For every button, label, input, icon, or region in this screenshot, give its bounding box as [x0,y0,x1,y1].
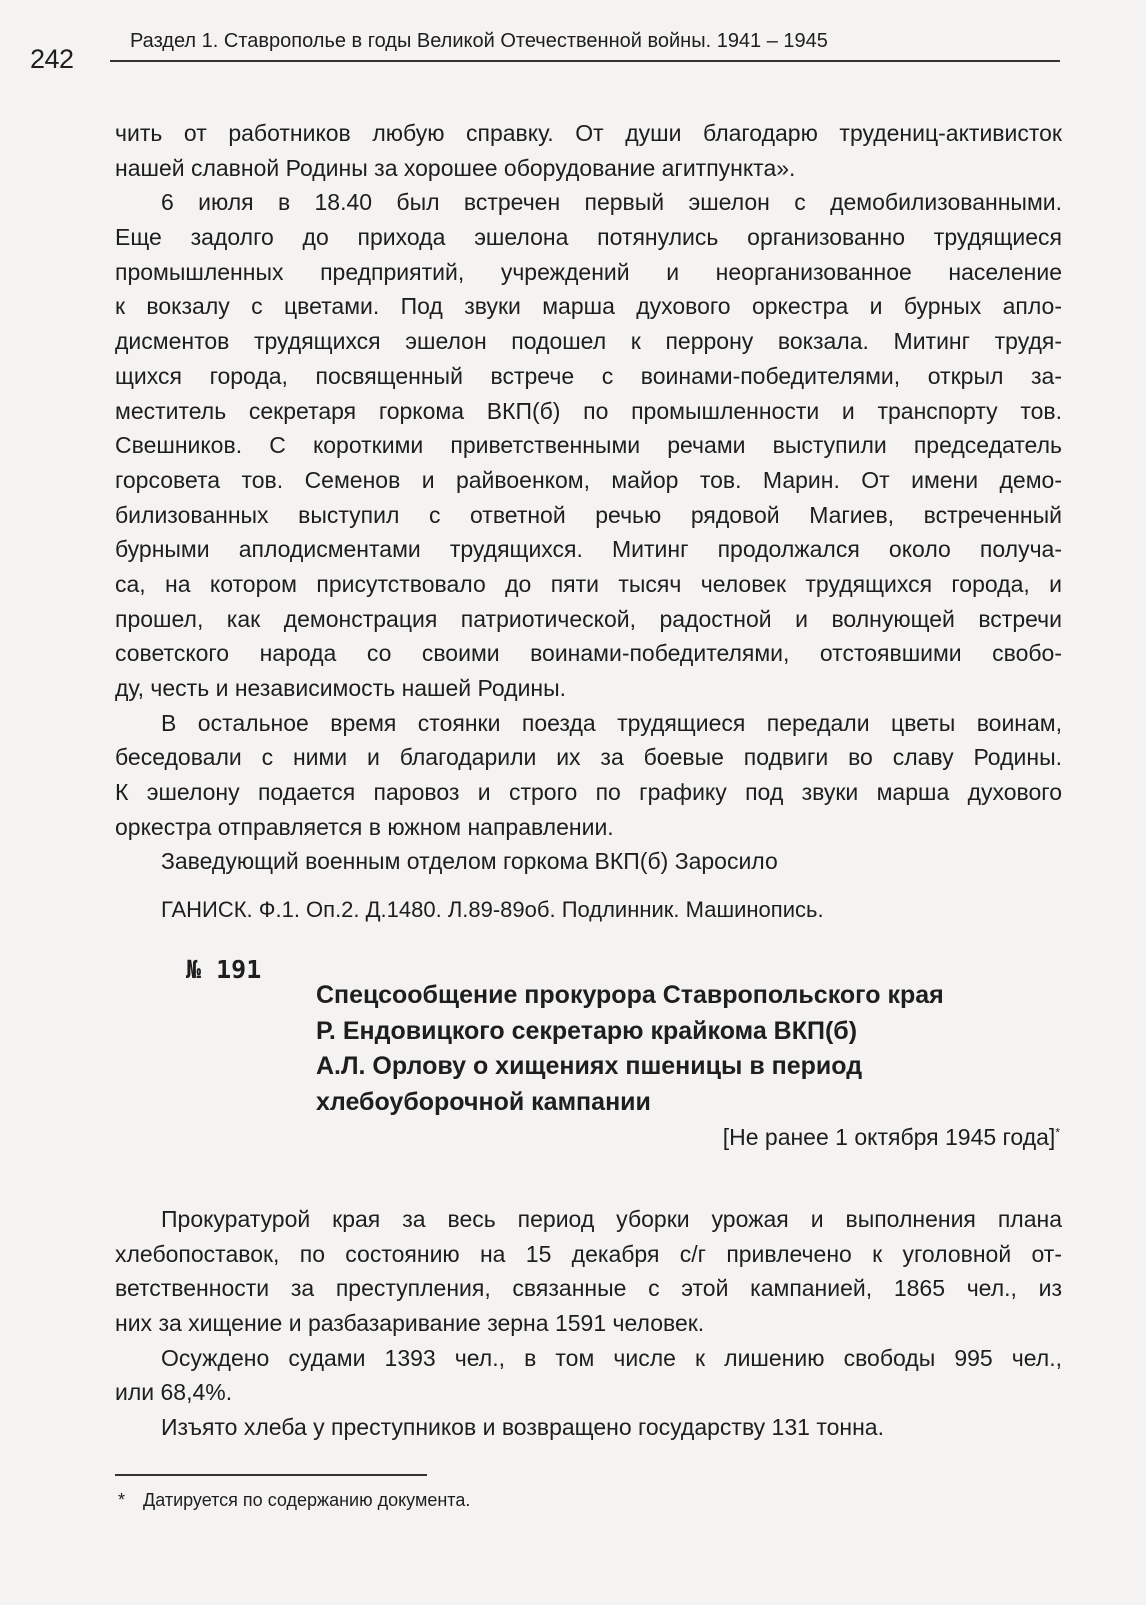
date-text: [Не ранее 1 октября 1945 года] [722,1124,1056,1150]
body-text-part2 [115,1202,1062,1445]
text-line: В остальное время стоянки поезда трудящиеся передали цветы воинам, [161,709,1062,736]
text-line: промышленных предприятий, учреждений и неорганизованное население [115,258,1062,285]
text-line: дисментов трудящихся эшелон подошел к перрону вокзала. Митинг трудя- [115,328,1062,355]
footnote-rule [115,1474,427,1476]
text-line: бурными аплодисментами трудящихся. Митинг продолжался около получа- [115,536,1062,563]
text-line: са, на котором присутствовало до пяти тысяч человек трудящихся города, и [115,570,1062,597]
text-line: Свешников. С короткими приветственными речами выступили председатель [115,432,1062,459]
header-rule [110,60,1060,62]
text-line: меститель секретаря горкома ВКП(б) по промышленности и транспорту тов. [115,397,1062,424]
text-line: ду, честь и независимость нашей Родины. [115,675,567,701]
text-line: них за хищение и разбазаривание зерна 1591 человек. [115,1310,705,1337]
footnote-ref: * [1055,1125,1060,1140]
text-line: 6 июля в 18.40 был встречен первый эшелон с демобилизованными. [161,189,1062,216]
text-line: билизованных выступил с ответной речью рядовой Магиев, встреченный [115,501,1062,528]
text-line: или 68,4%. [115,1379,233,1406]
text-line: беседовали с ними и благодарили их за боевые подвиги во славу Родины. [115,744,1062,771]
document-number: № 191 [186,955,262,984]
body-text-part1 [115,116,1062,879]
footnote [118,1490,470,1511]
text-line: оркестра отправляется в южном направлении. [115,813,614,840]
text-line: к вокзалу с цветами. Под звуки марша духового оркестра и бурных апло- [115,293,1062,320]
text-line: Еще задолго до прихода эшелона потянулись организованно трудящиеся [115,224,1062,251]
title-line: А.Л. Орлову о хищениях пшеницы в период [316,1052,863,1080]
title-line: хлебоуборочной кампании [316,1087,651,1116]
text-line: К эшелону подается паровоз и строго по графику под звуки марша духового [115,779,1062,806]
page-number: 242 [30,44,74,74]
text-line: Прокуратурой края за весь период уборки урожая и выполнения плана [161,1206,1062,1232]
archive-source: ГАНИСК. Ф.1. Оп.2. Д.1480. Л.89-89об. Подлинник. Машинопись. [161,897,824,922]
text-line: горсовета тов. Семенов и райвоенком, майор тов. Марин. От имени демо- [115,466,1062,493]
text-line: ветственности за преступления, связанные с этой кампанией, 1865 чел., из [115,1275,1062,1302]
running-head: Раздел 1. Ставрополье в годы Великой Отечественной войны. 1941 – 1945 [130,30,828,52]
text-line: советского народа со своими воинами-победителями, отстоявшими свобо- [115,640,1062,667]
document-date [723,1124,1060,1151]
text-line: чить от работников любую справку. От души благодарю трудениц-активисток [115,120,1062,146]
document-title [316,978,944,1120]
title-line: Р. Ендовицкого секретарю крайкома ВКП(б) [316,1016,858,1045]
text-line: Изъято хлеба у преступников и возвращено государству 131 тонна. [161,1414,884,1441]
footnote-mark: * [118,1490,126,1510]
text-line: хлебопоставок, по состоянию на 15 декабря с/г привлечено к уголовной от- [115,1240,1062,1267]
text-line: прошел, как демонстрация патриотической, радостной и волнующей встречи [115,605,1062,632]
footnote-text: Датируется по содержанию документа. [143,1490,471,1510]
text-line: Осуждено судами 1393 чел., в том числе к лишению свободы 995 чел., [161,1344,1062,1371]
text-line: Заведующий военным отделом горкома ВКП(б) Заросило [161,848,778,875]
text-line: нашей славной Родины за хорошее оборудование агитпункта». [115,154,796,181]
title-line: Спецсообщение прокурора Ставропольского края [316,981,944,1009]
text-line: щихся города, посвященный встрече с воинами-победителями, открыл за- [115,362,1062,389]
